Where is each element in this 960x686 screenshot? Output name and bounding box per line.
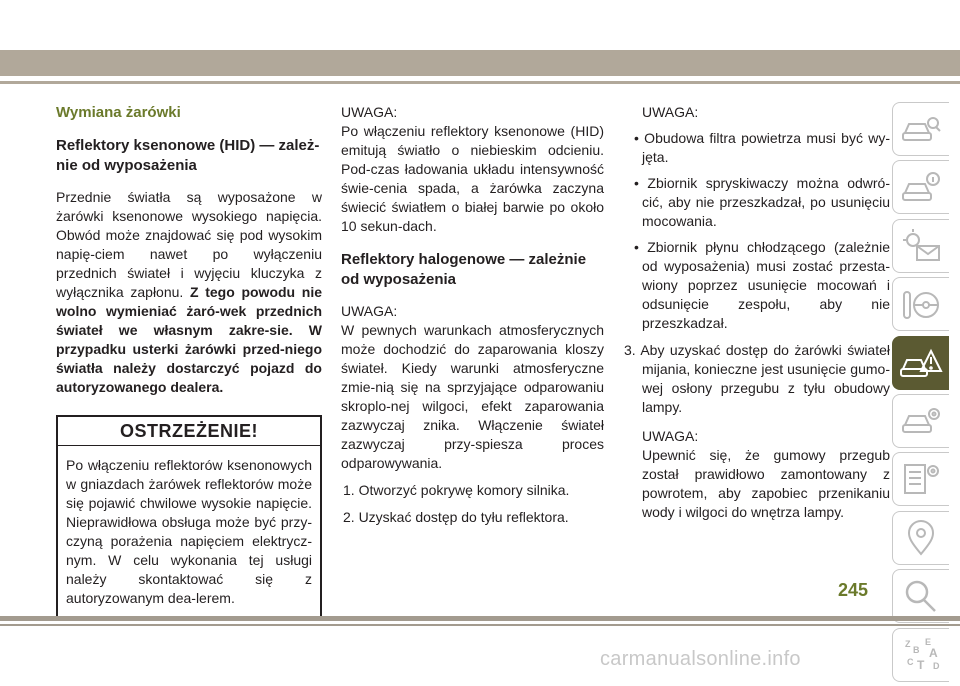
svg-text:D: D bbox=[933, 660, 940, 671]
note-label: UWAGA: bbox=[642, 104, 699, 120]
bullet-item: • Zbiornik płynu chłodzącego (zależnie od wyposażenia) musi zostać przesta-wiony poprzez usunięcie mocowań i odsunięcie zespołu, aby nie przeszkadzał. bbox=[634, 239, 890, 331]
light-message-icon bbox=[899, 226, 943, 266]
svg-text:B: B bbox=[913, 644, 920, 655]
step-item: 3. Aby uzyskać dostęp do żarówki świateł mijania, konieczne jest usunięcie gumo-wej osłony przegubu z tyłu obudowy lampy. bbox=[624, 342, 890, 415]
tab-vehicle-overview[interactable] bbox=[892, 102, 949, 156]
warning-text: Po włączeniu reflektorów ksenonowych w gniazdach żarówek reflektorów może się pojawić chwilowe wysokie napięcie. Nieprawidłowa obsługa może być przy-czyną porażenia napięciem elektrycz-nym. W celu wykonania tej usługi należy skontaktować się z autoryzowanym dea-lerem. bbox=[66, 457, 312, 606]
xenon-body-text: Przednie światła są wyposażone w żarówki ksenonowe wysokiego napięcia. Obwód może znajdować się pod wysokim napię-ciem nawet po wyłączeniu przednich świateł i wyjęciu kluczyka z wyłącznika zapłonu. bbox=[56, 189, 322, 300]
note-text: Po włączeniu reflektory ksenonowe (HID) emitują światło o niebieskim odcieniu. Pod-czas ładowania układu intensywność świe-cenia spada, a żarówka zaczyna świecić światłem o białej barwie po około 10 sekun-dach. bbox=[341, 123, 604, 234]
alphabet-index-icon bbox=[899, 635, 943, 675]
tab-technical-specs[interactable] bbox=[892, 452, 949, 506]
xenon-body-bold: Z tego powodu nie wolno wymieniać żaró-wek przednich świateł we własnym zakre-sie. W przypadku usterki żarówki przed-niego światła należy dostarczyć pojazd do autoryzowanego dealera. bbox=[56, 284, 323, 395]
svg-text:E: E bbox=[925, 636, 932, 647]
watermark: carmanualsonline.info bbox=[600, 648, 801, 670]
xenon-paragraph bbox=[56, 188, 322, 397]
warning-title: OSTRZEŻENIE! bbox=[58, 417, 320, 446]
step-item: 1. Otworzyć pokrywę komory silnika. bbox=[343, 482, 570, 498]
column-3 bbox=[622, 103, 890, 522]
bottom-rule bbox=[0, 616, 960, 621]
tab-index[interactable] bbox=[892, 628, 949, 682]
step-item: 2. Uzyskać dostęp do tyłu reflektora. bbox=[343, 509, 569, 525]
bottom-rule-thin bbox=[0, 624, 960, 626]
bullet-item: • Obudowa filtra powietrza musi być wy-jęta. bbox=[634, 130, 890, 165]
bullet-item: • Zbiornik spryskiwaczy można odwró-cić, aby nie przeszkadzał, po usunięciu mocowania. bbox=[634, 175, 890, 229]
chapter-tabs bbox=[892, 102, 950, 686]
top-rule bbox=[0, 81, 960, 84]
column-2 bbox=[341, 103, 604, 527]
tab-multimedia[interactable] bbox=[892, 511, 949, 565]
note-label: UWAGA: bbox=[642, 428, 699, 444]
magnifier-icon bbox=[899, 576, 943, 616]
car-service-icon bbox=[899, 401, 943, 441]
note-text: W pewnych warunkach atmosferycznych może dochodzić do zaparowania kloszy świateł. Kiedy warunki atmosferyczne zmie-nią się na sprzyjające odparowaniu skroplo-nej wilgoci, efekt zaparowania zazwyczaj znika. Włączenie świateł zazwyczaj przy-spiesza proces odparowywania. bbox=[341, 322, 604, 471]
xenon-heading: Reflektory ksenonowe (HID) — zależ-nie od wyposażenia bbox=[56, 137, 320, 174]
note-label: UWAGA: bbox=[341, 104, 398, 120]
tab-lights-messages[interactable] bbox=[892, 219, 949, 273]
tab-starting-driving[interactable] bbox=[892, 277, 949, 331]
halogen-heading: Reflektory halogenowe — zależnie od wyposażenia bbox=[341, 251, 587, 288]
top-decorative-band bbox=[0, 50, 960, 76]
wrench-steering-icon bbox=[899, 284, 943, 324]
car-warning-icon bbox=[899, 343, 943, 383]
car-info-icon bbox=[899, 167, 943, 207]
checklist-gear-icon bbox=[899, 459, 943, 499]
car-search-icon bbox=[899, 109, 943, 149]
svg-text:A: A bbox=[929, 645, 938, 660]
warning-box bbox=[56, 415, 322, 619]
section-title: Wymiana żarówki bbox=[56, 104, 181, 121]
map-pin-icon bbox=[899, 518, 943, 558]
svg-text:Z: Z bbox=[905, 638, 911, 649]
svg-text:C: C bbox=[907, 656, 914, 667]
tab-emergency[interactable] bbox=[892, 336, 949, 390]
tab-servicing[interactable] bbox=[892, 394, 949, 448]
tab-dashboard-info[interactable] bbox=[892, 160, 949, 214]
note-label: UWAGA: bbox=[341, 303, 398, 319]
page-number: 245 bbox=[838, 580, 869, 600]
note-text: Upewnić się, że gumowy przegub został prawidłowo zamontowany z powrotem, aby zapobiec przenikaniu wody i wilgoci do wnętrza lampy. bbox=[642, 447, 890, 520]
svg-text:T: T bbox=[917, 657, 925, 672]
column-1 bbox=[56, 103, 322, 619]
